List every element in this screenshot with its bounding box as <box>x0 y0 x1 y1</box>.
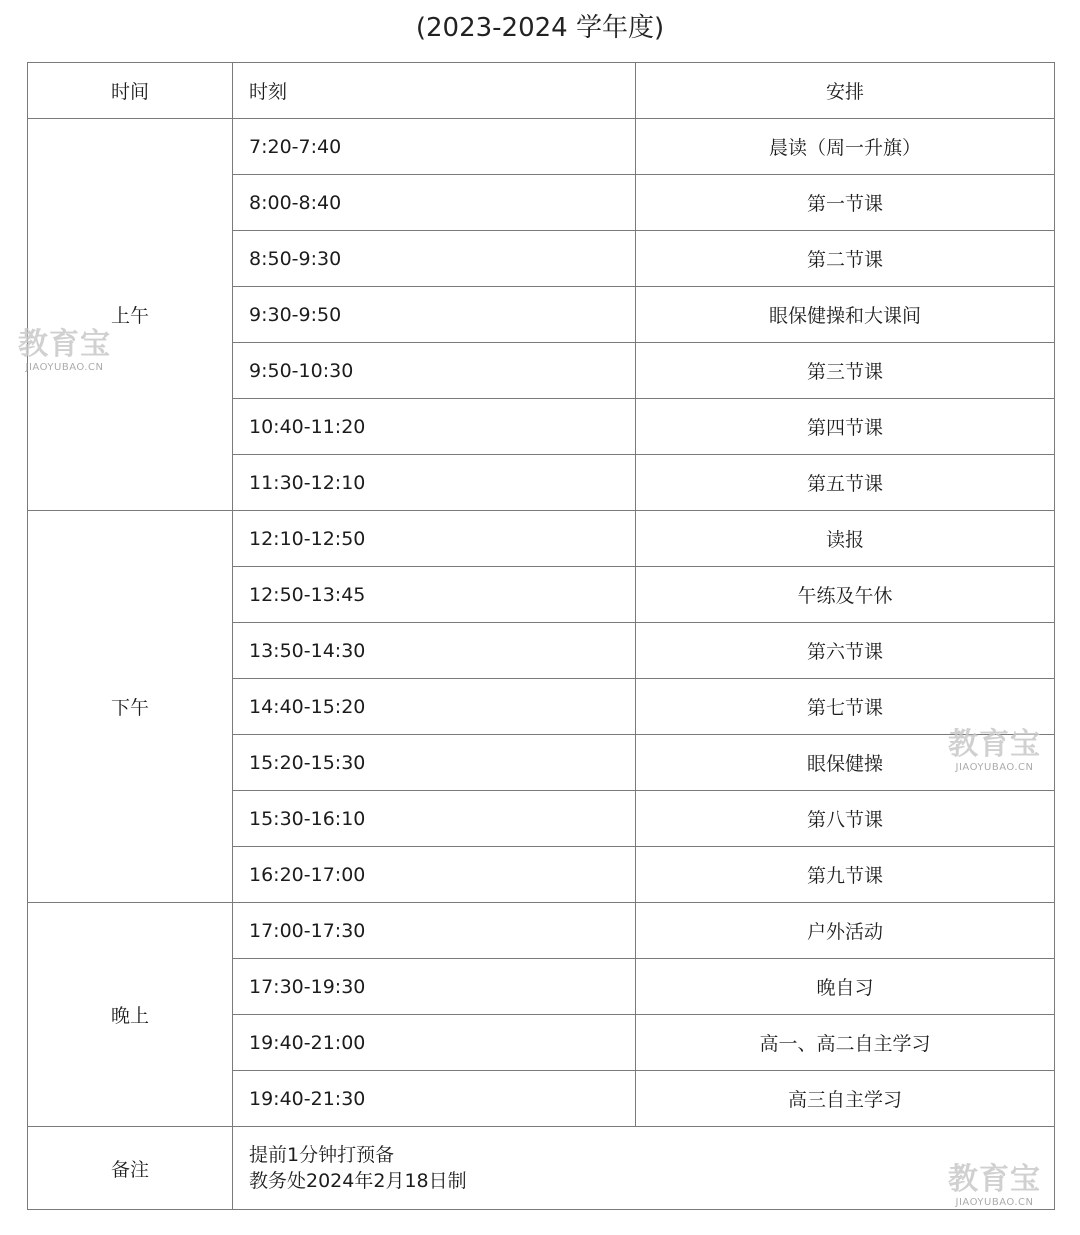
header-row <box>28 63 1055 119</box>
activity-cell: 晨读（周一升旗） <box>636 119 1055 175</box>
activity-cell: 午练及午休 <box>636 567 1055 623</box>
document-title: (2023-2024 学年度) <box>415 13 665 43</box>
activity-cell: 户外活动 <box>636 903 1055 959</box>
table-row <box>28 119 1055 175</box>
time-cell: 8:00-8:40 <box>233 175 636 231</box>
time-cell: 16:20-17:00 <box>233 847 636 903</box>
time-cell: 11:30-12:10 <box>233 455 636 511</box>
activity-cell: 眼保健操 <box>636 735 1055 791</box>
watermark-text: 教育宝 <box>948 1162 1041 1197</box>
watermark-subtext: JIAOYUBAO.CN <box>25 362 104 373</box>
activity-cell: 高三自主学习 <box>636 1071 1055 1127</box>
time-cell: 15:20-15:30 <box>233 735 636 791</box>
header-period: 时间 <box>28 63 233 119</box>
time-cell: 12:50-13:45 <box>233 567 636 623</box>
watermark-subtext: JIAOYUBAO.CN <box>955 1197 1034 1208</box>
period-cell: 上午 <box>28 119 233 511</box>
notes-content <box>233 1127 1055 1210</box>
notes-row <box>28 1127 1055 1210</box>
time-cell: 17:30-19:30 <box>233 959 636 1015</box>
note-line: 提前1分钟打预备 <box>249 1144 395 1166</box>
time-cell: 7:20-7:40 <box>233 119 636 175</box>
period-cell: 晚上 <box>28 903 233 1127</box>
time-cell: 12:10-12:50 <box>233 511 636 567</box>
table-row <box>28 511 1055 567</box>
activity-cell: 第五节课 <box>636 455 1055 511</box>
time-cell: 9:50-10:30 <box>233 343 636 399</box>
time-cell: 14:40-15:20 <box>233 679 636 735</box>
time-cell: 19:40-21:30 <box>233 1071 636 1127</box>
activity-cell: 第一节课 <box>636 175 1055 231</box>
activity-cell: 第二节课 <box>636 231 1055 287</box>
activity-cell: 高一、高二自主学习 <box>636 1015 1055 1071</box>
activity-cell: 第三节课 <box>636 343 1055 399</box>
schedule-table <box>27 62 1055 1210</box>
activity-cell: 第八节课 <box>636 791 1055 847</box>
table-row <box>28 903 1055 959</box>
time-cell: 17:00-17:30 <box>233 903 636 959</box>
time-cell: 9:30-9:50 <box>233 287 636 343</box>
header-activity: 安排 <box>636 63 1055 119</box>
activity-cell: 晚自习 <box>636 959 1055 1015</box>
time-cell: 15:30-16:10 <box>233 791 636 847</box>
note-line: 教务处2024年2月18日制 <box>249 1170 467 1192</box>
activity-cell: 读报 <box>636 511 1055 567</box>
watermark-subtext: JIAOYUBAO.CN <box>955 762 1034 773</box>
time-cell: 13:50-14:30 <box>233 623 636 679</box>
activity-cell: 第九节课 <box>636 847 1055 903</box>
activity-cell: 第六节课 <box>636 623 1055 679</box>
time-cell: 10:40-11:20 <box>233 399 636 455</box>
activity-cell: 眼保健操和大课间 <box>636 287 1055 343</box>
time-cell: 8:50-9:30 <box>233 231 636 287</box>
watermark-text: 教育宝 <box>948 727 1041 762</box>
notes-label: 备注 <box>28 1127 233 1210</box>
time-cell: 19:40-21:00 <box>233 1015 636 1071</box>
period-cell: 下午 <box>28 511 233 903</box>
schedule-body <box>28 119 1055 1210</box>
activity-cell: 第七节课 <box>636 679 1055 735</box>
header-time: 时刻 <box>233 63 636 119</box>
watermark-text: 教育宝 <box>18 327 111 362</box>
activity-cell: 第四节课 <box>636 399 1055 455</box>
